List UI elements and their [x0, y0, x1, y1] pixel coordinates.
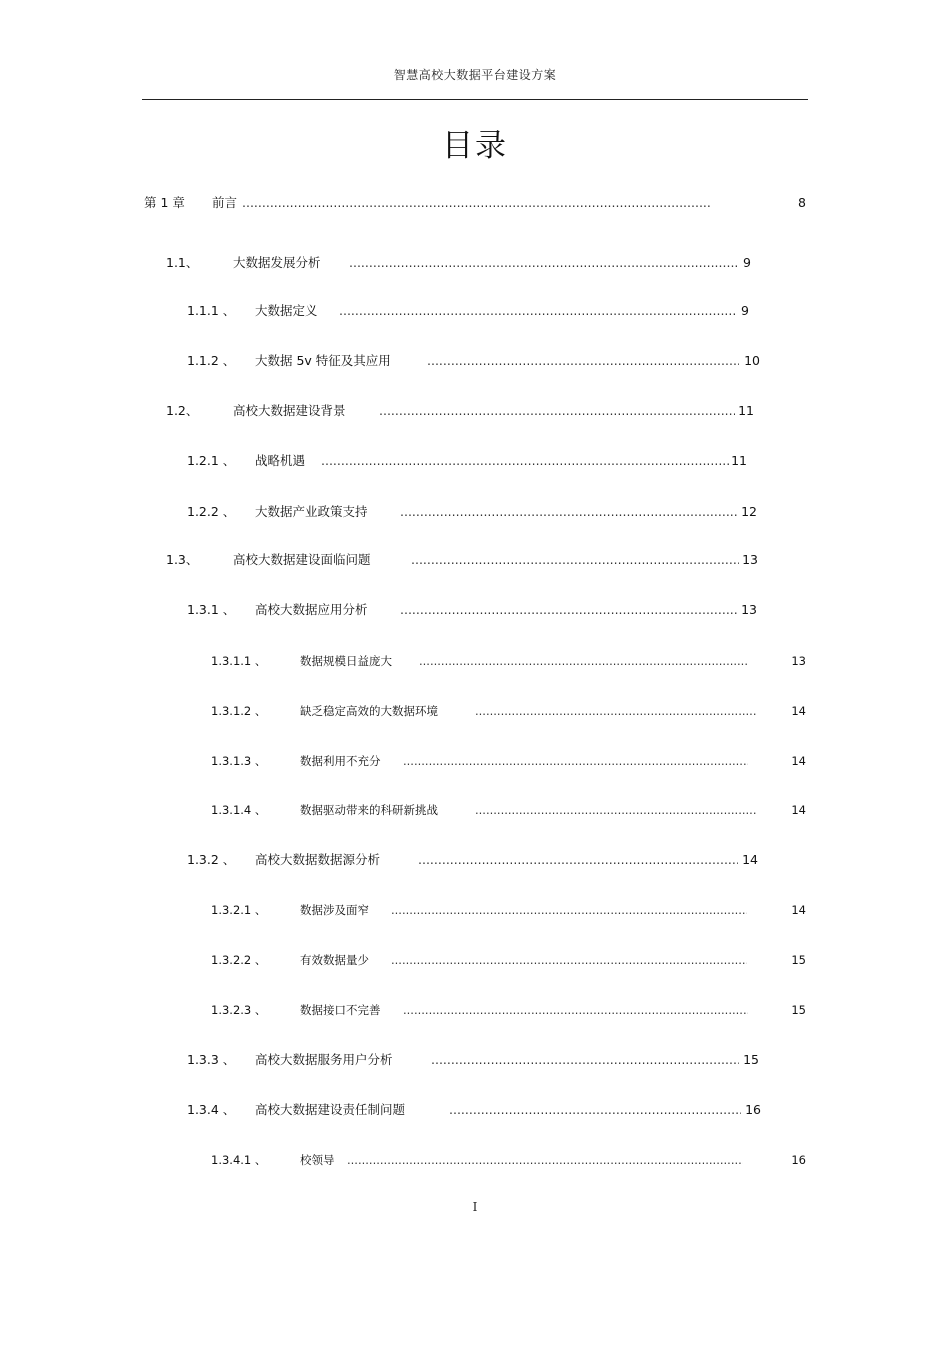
toc-title: 目录: [442, 128, 508, 164]
toc-entry-1-3-2-3[interactable]: [211, 1001, 806, 1019]
toc-number: 第 1 章: [144, 195, 185, 210]
toc-entry-1-3[interactable]: [166, 551, 760, 569]
toc-number: 1.1.1 、: [187, 303, 236, 318]
toc-number: 1.3.1.1 、: [211, 654, 267, 668]
toc-leader: [403, 1001, 748, 1019]
toc-number: 1.3.1.3 、: [211, 754, 267, 768]
toc-entry-1-1[interactable]: [166, 254, 754, 272]
toc-page: 13: [742, 552, 758, 567]
toc-entry-1-3-2-1[interactable]: [211, 901, 806, 919]
toc-number: 1.3.2.3 、: [211, 1003, 267, 1017]
toc-page: 9: [741, 303, 749, 318]
toc-page: 11: [731, 453, 747, 468]
toc-number: 1.3.2.1 、: [211, 903, 267, 917]
toc-number: 1.2、: [166, 403, 199, 418]
toc-page: 9: [743, 255, 751, 270]
toc-title: 高校大数据建设责任制问题: [255, 1102, 406, 1117]
toc-leader: [403, 752, 748, 770]
toc-leader: [475, 702, 756, 720]
toc-title: 战略机遇: [255, 453, 306, 468]
toc-entry-1-3-1-2[interactable]: [211, 702, 806, 720]
toc-page: 14: [742, 852, 758, 867]
toc-leader: [427, 352, 739, 370]
toc-page: 14: [791, 754, 806, 768]
toc-title: 数据涉及面窄: [300, 903, 369, 917]
toc-title: 校领导: [300, 1153, 335, 1167]
toc-leader: [321, 452, 729, 470]
toc-leader: [347, 1151, 743, 1169]
toc-title: 有效数据量少: [300, 953, 369, 967]
toc-leader: [391, 951, 747, 969]
toc-leader: [431, 1051, 739, 1069]
toc-title: 大数据 5v 特征及其应用: [255, 353, 391, 368]
toc-entry-1-2[interactable]: [166, 402, 756, 420]
toc-title: 数据规模日益庞大: [300, 654, 392, 668]
toc-title: 高校大数据应用分析: [255, 602, 368, 617]
toc-title: 数据驱动带来的科研新挑战: [300, 803, 438, 817]
toc-leader: [349, 254, 739, 272]
toc-entry-1-3-1-3[interactable]: [211, 752, 806, 770]
toc-number: 1.3.3 、: [187, 1052, 236, 1067]
toc-number: 1.1.2 、: [187, 353, 236, 368]
toc-entry-1-3-1-4[interactable]: [211, 801, 806, 819]
toc-number: 1.3.1.4 、: [211, 803, 267, 817]
toc-leader: [379, 402, 735, 420]
toc-entry-1-3-2-2[interactable]: [211, 951, 806, 969]
toc-entry-1-1-1[interactable]: [187, 302, 752, 320]
toc-page: 14: [791, 803, 806, 817]
toc-page: 14: [791, 704, 806, 718]
toc-leader: [391, 901, 747, 919]
toc-number: 1.1、: [166, 255, 199, 270]
toc-entry-1-2-2[interactable]: [187, 503, 759, 521]
toc-page: 13: [791, 654, 806, 668]
toc-title: 数据利用不充分: [300, 754, 381, 768]
toc-leader: [339, 302, 737, 320]
toc-title: 大数据产业政策支持: [255, 504, 368, 519]
toc-title: 高校大数据数据源分析: [255, 852, 381, 867]
toc-title: 大数据定义: [255, 303, 318, 318]
toc-leader: [411, 551, 739, 569]
toc-entry-1-3-3[interactable]: [187, 1051, 761, 1069]
toc-page: 14: [791, 903, 806, 917]
toc-title: 大数据发展分析: [233, 255, 321, 270]
toc-number: 1.3.4 、: [187, 1102, 236, 1117]
toc-entry-1-3-1-1[interactable]: [211, 652, 806, 670]
toc-title: 高校大数据建设面临问题: [233, 552, 371, 567]
toc-page: 12: [741, 504, 757, 519]
toc-entry-1-1-2[interactable]: [187, 352, 762, 370]
toc-title: 缺乏稳定高效的大数据环境: [300, 704, 438, 718]
toc-title: 数据接口不完善: [300, 1003, 381, 1017]
toc-page: 15: [791, 1003, 806, 1017]
toc-leader: [400, 601, 737, 619]
toc-leader: [418, 851, 738, 869]
toc-page: 11: [738, 403, 754, 418]
toc-title: 高校大数据服务用户分析: [255, 1052, 393, 1067]
toc-number: 1.3.2 、: [187, 852, 236, 867]
toc-page: 16: [791, 1153, 806, 1167]
toc-entry-1-3-1[interactable]: [187, 601, 759, 619]
toc-title: 前言: [212, 195, 238, 210]
toc-leader: [242, 194, 710, 212]
toc-page: 13: [741, 602, 757, 617]
page-number: I: [472, 1200, 478, 1214]
toc-entry-1-3-4-1[interactable]: [211, 1151, 806, 1169]
toc-page: 16: [745, 1102, 761, 1117]
toc-number: 1.2.1 、: [187, 453, 236, 468]
toc-number: 1.3.1.2 、: [211, 704, 267, 718]
running-header: 智慧高校大数据平台建设方案: [393, 68, 557, 82]
toc-page: 10: [744, 353, 760, 368]
toc-entry-1-2-1[interactable]: [187, 452, 749, 470]
toc-page: 15: [743, 1052, 759, 1067]
toc-entry-1-3-4[interactable]: [187, 1101, 763, 1119]
header-rule: [142, 99, 808, 100]
toc-leader: [449, 1101, 741, 1119]
toc-number: 1.3.2.2 、: [211, 953, 267, 967]
toc-title: 高校大数据建设背景: [233, 403, 346, 418]
toc-leader: [419, 652, 749, 670]
toc-number: 1.3.1 、: [187, 602, 236, 617]
toc-page: 15: [791, 953, 806, 967]
toc-number: 1.2.2 、: [187, 504, 236, 519]
toc-number: 1.3、: [166, 552, 199, 567]
toc-leader: [475, 801, 756, 819]
toc-entry-ch1[interactable]: [144, 194, 808, 212]
toc-number: 1.3.4.1 、: [211, 1153, 267, 1167]
toc-leader: [400, 503, 737, 521]
toc-entry-1-3-2[interactable]: [187, 851, 760, 869]
toc-page: 8: [798, 195, 806, 210]
